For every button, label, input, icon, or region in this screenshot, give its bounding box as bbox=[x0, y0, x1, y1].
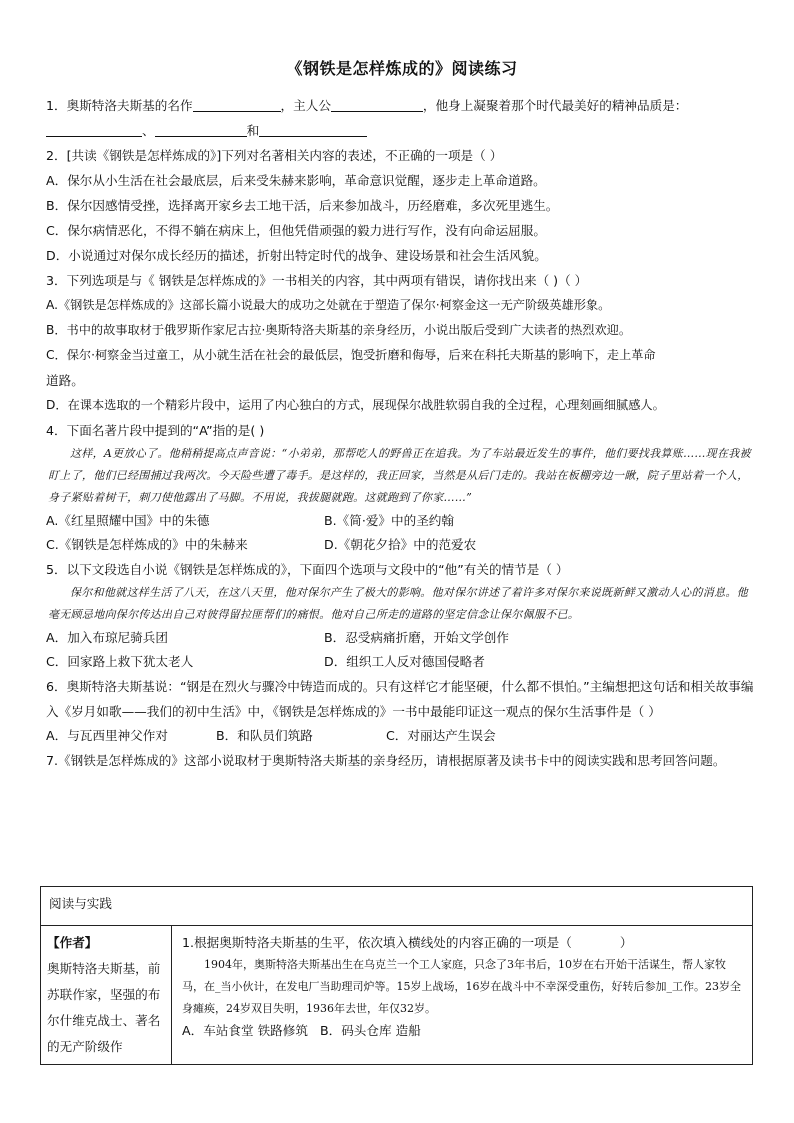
q6-option-a[interactable]: A．与瓦西里神父作对 bbox=[46, 728, 168, 743]
q5-option-b[interactable]: B．忍受病痛折磨，开始文学创作 bbox=[324, 630, 509, 645]
q4-options-row-1 bbox=[46, 509, 758, 533]
author-text: 奥斯特洛夫斯基，前苏联作家，坚强的布尔什维克战士、著名的无产阶级作 bbox=[47, 961, 161, 1054]
q4-stem: 4．下面名著片段中提到的“A”指的是( ) bbox=[46, 423, 265, 438]
worksheet-page bbox=[46, 56, 758, 773]
author-cell bbox=[41, 926, 172, 1065]
subquestion-1 bbox=[182, 932, 744, 954]
q4-option-a[interactable]: A.《红星照耀中国》中的朱德 bbox=[46, 513, 210, 528]
q5-options-row-1 bbox=[46, 626, 758, 650]
q5-option-c[interactable]: C．回家路上救下犹太老人 bbox=[46, 654, 194, 669]
q5-options-row-2 bbox=[46, 650, 758, 674]
subquestion-cell bbox=[172, 926, 753, 1065]
sub-option-b[interactable]: B．码头仓库 造船 bbox=[319, 1023, 421, 1038]
q1-blank-quality-1[interactable] bbox=[46, 122, 142, 137]
q6-option-b[interactable]: B．和队员们筑路 bbox=[216, 728, 313, 743]
q5-option-d[interactable]: D．组织工人反对德国侵略者 bbox=[324, 654, 485, 669]
q1-sep-1: 、 bbox=[142, 123, 155, 138]
q4-option-c[interactable]: C.《钢铁是怎样炼成的》中的朱赫来 bbox=[46, 537, 248, 552]
q3-option-c-cont: 道路。 bbox=[46, 373, 84, 388]
table-header: 阅读与实践 bbox=[41, 887, 753, 926]
q3-option-c[interactable]: C．保尔·柯察金当过童工，从小就生活在社会的最低层，饱受折磨和侮辱，后来在科托夫斯基的影响下，走上革命 bbox=[46, 348, 656, 362]
q6-option-c[interactable]: C．对丽达产生误会 bbox=[386, 728, 496, 743]
page-title: 《钢铁是怎样炼成的》阅读练习 bbox=[286, 59, 518, 78]
subquestion-1-close: ） bbox=[619, 935, 633, 950]
bio-passage: 1904年，奥斯特洛夫斯基出生在乌克兰一个工人家庭，只念了3年书后，10岁在右开始干活谋生，帮人家牧马，在_当小伙计，在发电厂当助理司炉等。15岁上战场，16岁在战斗中不幸深受重伤，好转后参加_工作。23岁全身瘫痪，24岁双目失明，1936年去世，年仅32岁。 bbox=[182, 958, 741, 1015]
q1-blank-work[interactable] bbox=[193, 97, 281, 112]
question-1-blanks bbox=[46, 118, 758, 143]
q3-stem: 3．下列选项是与《 钢铁是怎样炼成的》一书相关的内容，其中两项有错误，请你找出来（ )（ ） bbox=[46, 273, 588, 288]
q1-text-3: ，他身上凝聚着那个时代最美好的精神品质是： bbox=[422, 98, 688, 113]
q3-option-d[interactable]: D．在课本选取的一个精彩片段中，运用了内心独白的方式，展现保尔战胜软弱自我的全过程，心理刻画细腻感人。 bbox=[46, 398, 665, 412]
q4-option-b[interactable]: B.《简·爱》中的圣约翰 bbox=[324, 513, 454, 528]
q4-options-row-2 bbox=[46, 533, 758, 557]
q2-option-d[interactable]: D．小说通过对保尔成长经历的描述，折射出特定时代的战争、建设场景和社会生活风貌。 bbox=[46, 248, 547, 263]
subquestion-1-text: 1.根据奥斯特洛夫斯基的生平，依次填入横线处的内容正确的一项是（ bbox=[182, 935, 572, 950]
q1-text-2: ，主人公 bbox=[280, 98, 331, 113]
sub-option-a[interactable]: A．车站食堂 铁路修筑 bbox=[182, 1023, 308, 1038]
subquestion-1-options bbox=[182, 1020, 744, 1042]
q3-option-b[interactable]: B．书中的故事取材于俄罗斯作家尼古拉·奥斯特洛夫斯基的亲身经历，小说出版后受到广大读者的热烈欢迎。 bbox=[46, 323, 632, 337]
q1-blank-quality-3[interactable] bbox=[259, 122, 367, 137]
q4-option-d[interactable]: D.《朝花夕拾》中的范爱农 bbox=[324, 537, 477, 552]
q1-blank-quality-2[interactable] bbox=[155, 122, 247, 137]
q2-option-a[interactable]: A．保尔从小生活在社会最底层，后来受朱赫来影响，革命意识觉醒，逐步走上革命道路。 bbox=[46, 173, 546, 188]
q6-options bbox=[46, 724, 758, 748]
q3-option-a[interactable]: A.《钢铁是怎样炼成的》这部长篇小说最大的成功之处就在于塑造了保尔·柯察金这一无产阶级英雄形象。 bbox=[46, 298, 611, 312]
q1-sep-2: 和 bbox=[246, 123, 260, 138]
q1-blank-hero[interactable] bbox=[331, 97, 423, 112]
q2-option-c[interactable]: C．保尔病情恶化，不得不躺在病床上，但他凭借顽强的毅力进行写作，没有向命运屈服。 bbox=[46, 223, 546, 238]
q7-stem: 7.《钢铁是怎样炼成的》这部小说取材于奥斯特洛夫斯基的亲身经历，请根据原著及读书卡中的阅读实践和思考回答问题。 bbox=[46, 753, 726, 768]
q1-text-1: 1．奥斯特洛夫斯基的名作 bbox=[46, 98, 193, 113]
q6-stem: 6．奥斯特洛夫斯基说：“钢是在烈火与骤冷中铸造而成的。只有这样它才能坚硬，什么都不惧怕。”主编想把这句话和相关故事编入《岁月如歌——我们的初中生活》中，《钢铁是怎样炼成的》一书中最能印证这一观点的保尔生活事件是（ ） bbox=[46, 679, 754, 719]
reading-practice-table bbox=[40, 886, 753, 1065]
question-1 bbox=[46, 93, 758, 118]
q5-stem: 5．以下文段选自小说《钢铁是怎样炼成的》，下面四个选项与文段中的“他”有关的情节是（ ） bbox=[46, 562, 569, 577]
q5-passage: 保尔和他就这样生活了八天，在这八天里，他对保尔产生了极大的影响。他对保尔讲述了着许多对保尔来说既新鲜又激动人心的消息。他毫无顾忌地向保尔传达出自己对彼得留拉匪帮们的痛恨。他对自己所走的道路的坚定信念让保尔佩服不已。 bbox=[48, 586, 748, 621]
q5-option-a[interactable]: A．加入布琼尼骑兵团 bbox=[46, 630, 168, 645]
q4-passage: 这样，A更放心了。他稍稍提高点声音说：“小弟弟，那帮吃人的野兽正在追我。为了车站最近发生的事件，他们要找我算账……现在我被盯上了，他们已经围捕过我两次。今天险些遭了毒手。是这样的，我正回家，当然是从后门走的。我站在板棚旁边一瞅，院子里站着一个人，身子紧贴着树干，刺刀使他露出了马脚。不用说，我拔腿就跑。这就跑到了你家……” bbox=[48, 447, 751, 504]
author-label: 【作者】 bbox=[47, 935, 98, 950]
q2-option-b[interactable]: B．保尔因感情受挫，选择离开家乡去工地干活，后来参加战斗，历经磨难，多次死里逃生。 bbox=[46, 198, 559, 213]
q2-stem: 2．[共读《钢铁是怎样炼成的》]下列对名著相关内容的表述，不正确的一项是（ ） bbox=[46, 148, 503, 163]
